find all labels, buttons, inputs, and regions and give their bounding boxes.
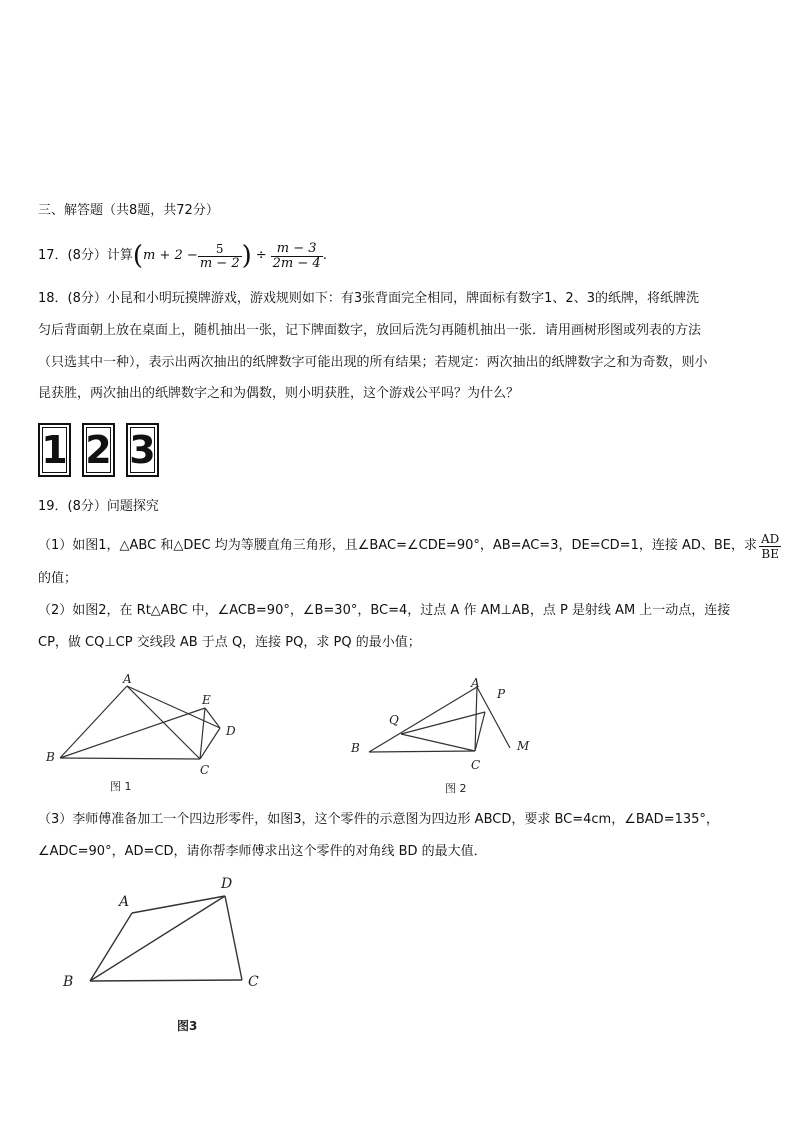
- q19-part1-line1: （1）如图1，△ABC 和△DEC 均为等腰直角三角形，且∠BAC=∠CDE=90°，AB=AC=3，DE=CD=1，连接 AD、BE，求 $\frac{AD}{BE}$: [38, 531, 780, 561]
- section-title: 三、解答题（共8题，共72分）: [38, 203, 219, 218]
- q17-expr-a: m + 2 −: [143, 248, 198, 263]
- fig3-label-a: A: [119, 894, 130, 910]
- figure-3: [55, 868, 275, 1038]
- q17-fraction-2: $\frac{m - 3}{2m - 4}$: [272, 240, 321, 271]
- q19-title: 19．(8分）问题探究: [38, 499, 159, 514]
- q19-part2-line2: CP，做 CQ⊥CP 交线段 AB 于点 Q，连接 PQ，求 PQ 的最小值；: [38, 635, 421, 650]
- fig2-label-m: M: [517, 739, 530, 753]
- fig3-label-b: B: [63, 974, 74, 990]
- q18-line-4: 昆获胜，两次抽出的纸牌数字之和为偶数，则小明获胜，这个游戏公平吗？为什么？: [38, 386, 520, 401]
- q19-part1-line2: 的值；: [38, 571, 78, 586]
- figure-1: [40, 668, 250, 798]
- q17-prefix: 17．(8分）计算: [38, 248, 133, 263]
- q17-divide-sign: ÷: [255, 248, 267, 263]
- fig2-label-p: P: [497, 687, 506, 701]
- q18-line-3: （只选其中一种），表示出两次抽出的纸牌数字可能出现的所有结果；若规定：两次抽出的纸牌数字之和为奇数，则小: [38, 355, 708, 370]
- fig2-label-c: C: [471, 758, 481, 772]
- q19-fraction-ad-be: $\frac{AD}{BE}$: [761, 531, 780, 561]
- fig2-label-b: B: [351, 741, 360, 755]
- fig2-label-q: Q: [389, 713, 399, 727]
- fig2-label-a: A: [471, 676, 480, 690]
- fig3-label-d: D: [221, 876, 233, 892]
- card-1: 1: [38, 423, 71, 477]
- q18-line-1: 18．(8分）小昆和小明玩摸牌游戏，游戏规则如下：有3张背面完全相同，牌面标有数字1、2、3的纸牌，将纸牌洗: [38, 291, 699, 306]
- q19-part2-line1: （2）如图2，在 Rt△ABC 中，∠ACB=90°，∠B=30°，BC=4，过点 A 作 AM⊥AB，点 P 是射线 AM 上一动点，连接: [38, 603, 731, 618]
- fig1-label-e: E: [202, 693, 211, 707]
- card-2: 2: [82, 423, 115, 477]
- card-3: 3: [126, 423, 159, 477]
- fig1-label-b: B: [46, 750, 55, 764]
- q17-fraction-1: $\frac{5}{m - 2}$: [199, 241, 240, 271]
- figure-2: [345, 672, 545, 798]
- fig3-label-c: C: [248, 974, 259, 990]
- question-17: 17．(8分）计算 ( m + 2 − $\frac{5}{m - 2}$ ) ÷ $\frac{m - 3}{2m - 4}$ .: [38, 240, 327, 271]
- fig1-label-a: A: [123, 672, 132, 686]
- q19-part3-line2: ∠ADC=90°，AD=CD，请你帮李师傅求出这个零件的对角线 BD 的最大值．: [38, 844, 487, 859]
- fig3-caption: 图3: [177, 1019, 198, 1033]
- fig1-label-c: C: [200, 763, 210, 777]
- q18-line-2: 匀后背面朝上放在桌面上，随机抽出一张，记下牌面数字，放回后洗匀再随机抽出一张．请用画树形图或列表的方法: [38, 323, 702, 338]
- fig1-label-d: D: [226, 724, 236, 738]
- fig1-caption: 图 1: [110, 780, 132, 793]
- q19-part3-line1: （3）李师傅准备加工一个四边形零件，如图3，这个零件的示意图为四边形 ABCD，要求 BC=4cm，∠BAD=135°，: [38, 812, 719, 827]
- fig2-caption: 图 2: [445, 782, 467, 795]
